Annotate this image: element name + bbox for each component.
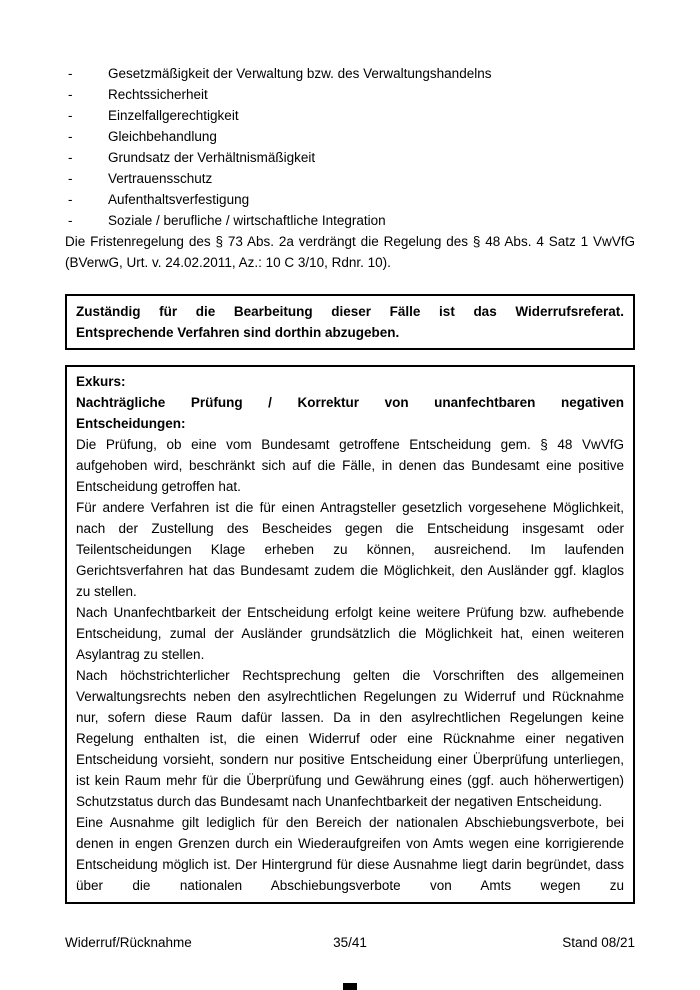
list-item-text: Einzelfallgerechtigkeit [108, 108, 239, 123]
list-item-text: Gesetzmäßigkeit der Verwaltung bzw. des Verwaltungshandelns [108, 66, 492, 81]
notice-line-2: Entsprechende Verfahren sind dorthin abzugeben. [76, 325, 400, 340]
list-item-text: Gleichbehandlung [108, 129, 217, 144]
dash-bullet: - [68, 66, 73, 81]
exkurs-subtitle-line-1: Nachträgliche Prüfung / Korrektur von unanfechtbaren negativen [76, 395, 624, 410]
exkurs-paragraph: Nach Unanfechtbarkeit der Entscheidung erfolgt keine weitere Prüfung bzw. aufhebende Entscheidung, zumal der Ausländer grundsätzlich die Möglichkeit hat, einen weiteren Asylantrag zu stellen. [76, 605, 624, 662]
dash-bullet: - [68, 87, 73, 102]
list-item-text: Rechtssicherheit [108, 87, 208, 102]
exkurs-paragraph: Die Prüfung, ob eine vom Bundesamt getroffene Entscheidung gem. § 48 VwVfG aufgehoben wird, beschränkt sich auf die Fälle, in denen das Bundesamt eine positive Entscheidung getroffen hat. [76, 437, 624, 494]
exkurs-box [65, 365, 635, 904]
list-item [65, 147, 635, 168]
exkurs-paragraph: Für andere Verfahren ist die für einen Antragsteller gesetzlich vorgesehene Möglichkeit, nach der Zustellung des Bescheides gegen die Entscheidung insgesamt oder Teilentscheidungen Klage erheben zu können, ausreichend. Im laufenden Gerichtsverfahren hat das Bundesamt zudem die Möglichkeit, den Ausländer ggf. klaglos zu stellen. [76, 500, 624, 599]
responsibility-notice-box [65, 294, 635, 350]
page-footer [65, 932, 635, 953]
exkurs-heading: Exkurs: [76, 374, 126, 389]
page-content [65, 63, 635, 904]
list-item [65, 210, 635, 231]
list-item-text: Vertrauensschutz [108, 171, 213, 186]
list-item [65, 105, 635, 126]
footer-page-number: 35/41 [333, 935, 367, 950]
dash-bullet: - [68, 129, 73, 144]
list-item [65, 84, 635, 105]
exkurs-paragraph: Nach höchstrichterlicher Rechtsprechung gelten die Vorschriften des allgemeinen Verwaltungsrechts neben den asylrechtlichen Regelungen zu Widerruf und Rücknahme nur, sofern diese Raum dafür lassen. Da in den asylrechtlichen Regelungen keine Regelung enthalten ist, die einen Widerruf oder eine Rücknahme einer negativen Entscheidung vorsieht, sondern nur positive Entscheidung einer Überprüfung unterliegen, ist kein Raum mehr für die Überprüfung und Gewährung eines (ggf. auch höherwertigen) Schutzstatus durch das Bundesamt nach Unanfechtbarkeit der negativen Entscheidung. [76, 668, 624, 809]
list-item [65, 168, 635, 189]
paragraph-fristenregelung: Die Fristenregelung des § 73 Abs. 2a verdrängt die Regelung des § 48 Abs. 4 Satz 1 VwVfG (BVerwG, Urt. v. 24.02.2011, Az.: 10 C 3/10, Rdnr. 10). [65, 234, 635, 270]
dash-bullet: - [68, 213, 73, 228]
notice-line-1: Zuständig für die Bearbeitung dieser Fälle ist das Widerrufsreferat. [76, 304, 624, 319]
principles-list [65, 63, 635, 231]
footer-document-title: Widerruf/Rücknahme [65, 935, 192, 950]
list-item [65, 189, 635, 210]
exkurs-paragraph-continued: Eine Ausnahme gilt lediglich für den Bereich der nationalen Abschiebungsverbote, bei denen in engen Grenzen durch ein Wiederaufgreifen von Amts wegen eine korrigierende Entscheidung möglich ist. Der Hintergrund für diese Ausnahme liegt darin begründet, dass über die nationalen Abschiebungsverbote von Amts wegen zu [76, 815, 624, 893]
page-edge-mark [343, 983, 357, 990]
list-item-text: Aufenthaltsverfestigung [108, 192, 250, 207]
dash-bullet: - [68, 171, 73, 186]
dash-bullet: - [68, 108, 73, 123]
list-item [65, 126, 635, 147]
dash-bullet: - [68, 192, 73, 207]
list-item [65, 63, 635, 84]
exkurs-subtitle-line-2: Entscheidungen: [76, 416, 186, 431]
footer-version: Stand 08/21 [562, 935, 636, 950]
dash-bullet: - [68, 150, 73, 165]
list-item-text: Soziale / berufliche / wirtschaftliche Integration [108, 213, 386, 228]
list-item-text: Grundsatz der Verhältnismäßigkeit [108, 150, 316, 165]
